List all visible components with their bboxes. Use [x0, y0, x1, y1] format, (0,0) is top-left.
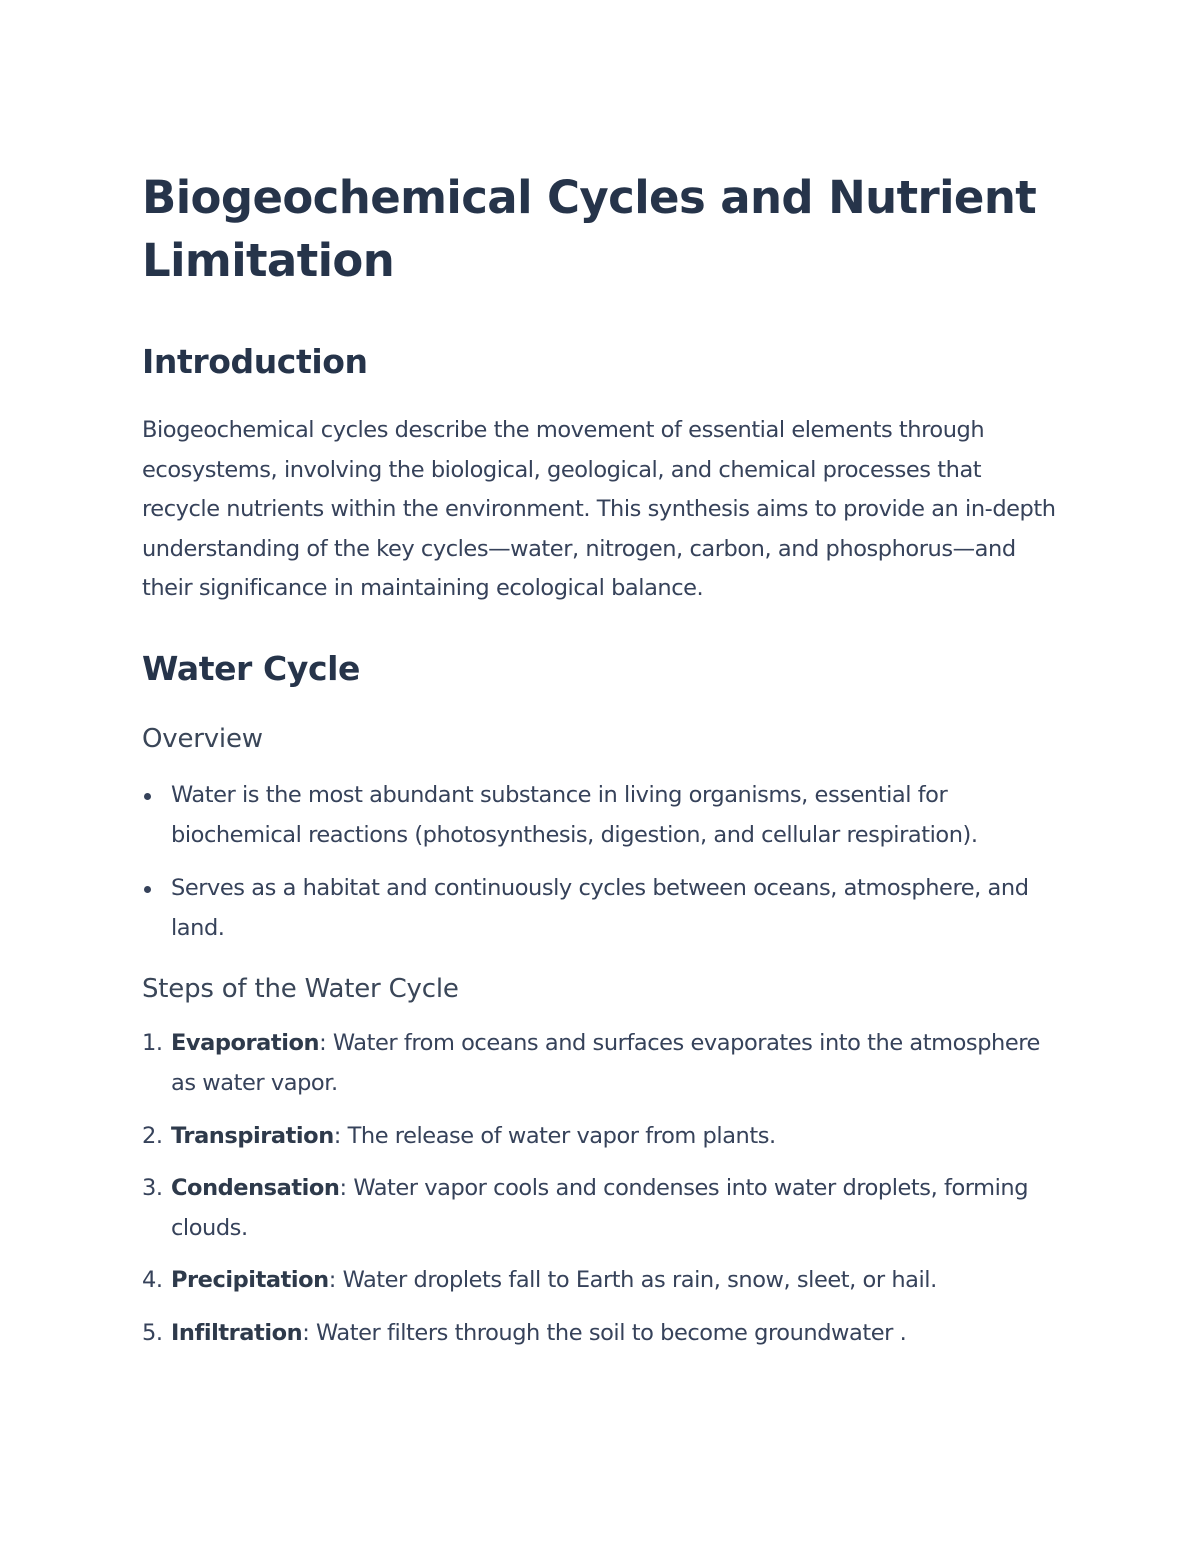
overview-heading: Overview — [142, 723, 263, 754]
step-term: Condensation — [171, 1175, 340, 1202]
step-number: 2. — [142, 1122, 163, 1149]
list-item — [142, 1117, 1062, 1157]
bullet-dot-icon — [144, 793, 151, 800]
steps-numbered-list — [142, 1024, 1062, 1353]
list-item — [142, 1314, 1062, 1354]
step-number: 5. — [142, 1319, 163, 1346]
step-number: 1. — [142, 1030, 163, 1057]
step-number: 4. — [142, 1267, 163, 1294]
list-item — [142, 1261, 1062, 1301]
steps-heading: Steps of the Water Cycle — [142, 974, 459, 1005]
step-description: : Water from oceans and surfaces evaporates into the atmosphere as water vapor. — [171, 1030, 1040, 1096]
step-term: Transpiration — [171, 1122, 334, 1149]
list-item — [142, 776, 1062, 855]
introduction-paragraph: Biogeochemical cycles describe the movement of essential elements through ecosystems, involving the biological, geological, and chemical processes that recycle nutrients within the environment. This synthesis aims to provide an in-depth understanding of the key cycles—water, nitrogen, carbon, and phosphorus—and their significance in maintaining ecological balance. — [142, 417, 1056, 602]
bullet-text: Serves as a habitat and continuously cycles between oceans, atmosphere, and land. — [171, 875, 1029, 941]
step-number: 3. — [142, 1175, 163, 1202]
step-description: : Water vapor cools and condenses into water droplets, forming clouds. — [171, 1175, 1029, 1241]
step-description: : Water droplets fall to Earth as rain, snow, sleet, or hail. — [328, 1267, 937, 1294]
introduction-heading: Introduction — [142, 342, 368, 381]
list-item — [142, 1169, 1062, 1248]
document-page — [142, 166, 1062, 1367]
bullet-dot-icon — [144, 886, 151, 893]
overview-bullet-list — [142, 776, 1062, 948]
step-term: Infiltration — [171, 1319, 303, 1346]
bullet-text: Water is the most abundant substance in living organisms, essential for biochemical reactions (photosynthesis, digestion, and cellular respiration). — [171, 781, 978, 848]
list-item — [142, 869, 1062, 948]
step-description: : The release of water vapor from plants. — [333, 1122, 776, 1149]
step-description: : Water filters through the soil to become groundwater . — [302, 1319, 907, 1346]
water-cycle-heading: Water Cycle — [142, 648, 360, 688]
list-item — [142, 1024, 1062, 1103]
step-term: Evaporation — [171, 1030, 320, 1057]
step-term: Precipitation — [171, 1267, 329, 1294]
document-title: Biogeochemical Cycles and Nutrient Limitation — [142, 171, 1037, 287]
